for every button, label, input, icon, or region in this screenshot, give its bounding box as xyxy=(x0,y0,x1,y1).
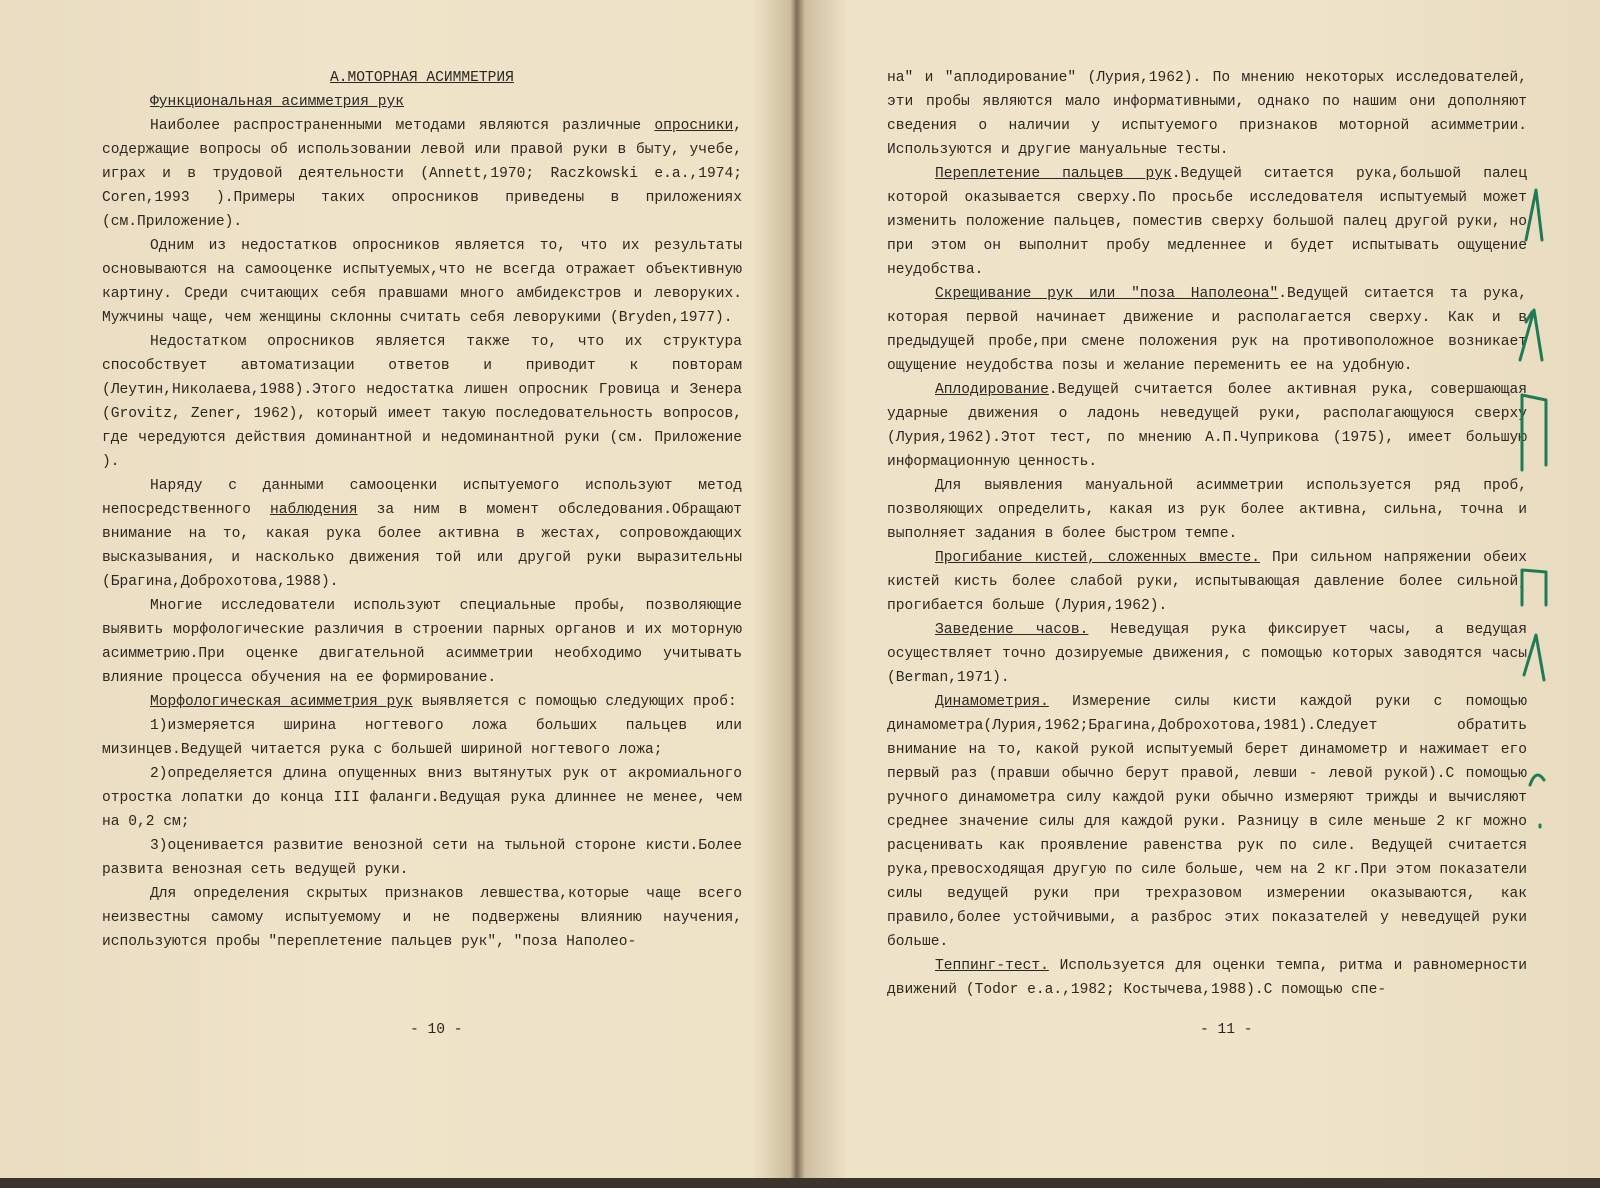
paragraph: Недостатком опросников является также то, что их структура способствует автоматизации ответов и приводит к повторам (Леутин,Николаева,1988).Этого недостатка лишен опросник Гровица и Зенера (Grovitz, Zener, 1962), который имеет такую последовательность вопросов, где чередуются действия доминантной и недоминантной руки (см. Приложение ). xyxy=(102,334,742,470)
underlined-term: Аплодирование xyxy=(935,382,1049,398)
margin-mark-1 xyxy=(1526,190,1542,240)
margin-mark-5 xyxy=(1524,635,1544,680)
margin-mark-6 xyxy=(1530,775,1544,827)
margin-mark-2 xyxy=(1520,310,1542,360)
paragraph: Теппинг-тест. Используется для оценки темпа, ритма и равномерности движений (Todor e.a.,1982; Костычева,1988).С помощью спе- xyxy=(887,958,1527,998)
underlined-term: наблюдения xyxy=(269,502,358,518)
underlined-term: Теппинг-тест. xyxy=(935,958,1049,974)
list-item: 3)оценивается развитие венозной сети на тыльной стороне кисти.Более развита венозная сеть ведущей руки. xyxy=(102,838,742,878)
underlined-term: Переплетение пальцев рук xyxy=(935,166,1172,182)
handwritten-margin-marks xyxy=(1512,180,1592,880)
section-heading: А.МОТОРНАЯ АСИММЕТРИЯ xyxy=(330,70,514,86)
paragraph: Заведение часов. Неведущая рука фиксирует часы, а ведущая осуществляет точно дозируемые движения, с помощью которых заводятся часы (Berman,1971). xyxy=(887,622,1527,686)
margin-mark-3 xyxy=(1522,395,1546,470)
paragraph: Для выявления мануальной асимметрии используется ряд проб, позволяющих определить, какая из рук более активна, сильна, точна и выполняет задания в более быстром темпе. xyxy=(887,478,1527,542)
underlined-term: Морфологическая асимметрия рук xyxy=(150,694,413,710)
paragraph: Скрещивание рук или "поза Наполеона".Ведущей ситается та рука, которая первой начинает движение и располагается сверху. Как и в предыдущей пробе,при смене положения рук на противоположное возникает ощущение неудобства позы и желание переменить ее на удобную. xyxy=(887,286,1527,374)
margin-mark-4 xyxy=(1522,570,1546,605)
paragraph: Динамометрия. Измерение силы кисти каждой руки с помощью динамометра(Лурия,1962;Брагина,Доброхотова,1981).Следует обратить внимание на то, какой рукой испытуемый берет динамометр и нажимает его первый раз (правши обычно берут правой, левши - левой рукой).С помощью ручного динамометра силу каждой руки обычно измеряют трижды и вычисляют среднее значение силы для каждой руки. Разницу в силе меньше 2 кг можно расценивать как проявление равенства рук по силе. Ведущей считается рука,превосходящая другую по силе больше, чем на 2 кг.При этом показатели силы ведущей руки при трехразовом измерении оказываются, как правило,более устойчивыми, а разброс этих показателей у неведущей руки больше. xyxy=(887,694,1527,950)
paragraph: Аплодирование.Ведущей считается более активная рука, совершающая ударные движения о ладонь неведущей руки, располагающуюся сверху (Лурия,1962).Этот тест, по мнению А.П.Чуприкова (1975), имеет большую информационную ценность. xyxy=(887,382,1527,470)
paragraph: Прогибание кистей, сложенных вместе. При сильном напряжении обеих кистей кисть более слабой руки, испытывающая давление более сильной, прогибается больше (Лурия,1962). xyxy=(887,550,1527,614)
paragraph: Для определения скрытых признаков левшества,которые чаще всего неизвестны самому испытуемому и не подвержены влиянию научения, используются пробы "переплетение пальцев рук", "поза Наполео- xyxy=(102,886,742,950)
underlined-term: Заведение часов. xyxy=(935,622,1089,638)
right-page xyxy=(887,66,1527,1002)
page-number-right: - 11 - xyxy=(1200,1022,1253,1038)
paragraph: Наряду с данными самооценки испытуемого используют метод непосредственного наблюдения за ним в момент обследования.Обращают внимание на то, какая рука более активна в жестах, сопровождающих высказывания, и насколько движения той или другой руки выразительны (Брагина,Доброхотова,1988). xyxy=(102,478,743,590)
subsection-heading: Функциональная асимметрия рук xyxy=(150,94,404,110)
left-page xyxy=(102,66,742,954)
underlined-term: Скрещивание рук xyxy=(935,286,1074,302)
paragraph: Одним из недостатков опросников является то, что их результаты основываются на самооценке испытуемых,что не всегда отражает объективную картину. Среди считающих себя правшами много амбидекстров и леворуких. Мужчины чаще, чем женщины склонны считать себя леворукими (Bryden,1977). xyxy=(102,238,742,326)
paragraph: на" и "аплодирование" (Лурия,1962). По мнению некоторых исследователей, эти пробы являются мало информативными, однако по нашим они дополняют сведения о наличии у испытуемого признаков моторной асимметрии. Используются и другие мануальные тесты. xyxy=(887,70,1527,158)
list-item: 2)определяется длина опущенных вниз вытянутых рук от акромиального отростка лопатки до конца III фаланги.Ведущая рука длиннее не менее, чем на 0,2 см; xyxy=(102,766,742,830)
page-number-left: - 10 - xyxy=(410,1022,463,1038)
paragraph: Многие исследователи используют специальные пробы, позволяющие выявить морфологические различия в строении парных органов и их моторную асимметрию.При оценке двигательной асимметрии необходимо учитывать влияние процесса обучения на ее формирование. xyxy=(102,598,742,686)
underlined-term: Динамометрия. xyxy=(935,694,1049,710)
paragraph: Наиболее распространенными методами являются различные опросники, содержащие вопросы об использовании левой или правой руки в быту, учебе, играх и в трудовой деятельности (Annett,1970; Raczkowski e.a.,1974; Coren,1993 ).Примеры таких опросников приведены в приложениях (см.Приложение). xyxy=(102,118,742,230)
underlined-term: "поза Наполеона" xyxy=(1131,286,1279,302)
paragraph: Морфологическая асимметрия рук выявляется с помощью следующих проб: xyxy=(150,694,737,710)
underlined-term: Прогибание кистей, сложенных вместе. xyxy=(935,550,1261,566)
paragraph: Переплетение пальцев рук.Ведущей ситается рука,большой палец которой оказывается сверху.По просьбе исследователя испытуемый может изменить положение пальцев, поместив сверху большой палец другой руки, но при этом он выполнит пробу медленнее и будет испытывать ощущение неудобства. xyxy=(887,166,1527,278)
scan-bottom-edge xyxy=(0,1178,1600,1188)
underlined-term: опросники xyxy=(654,118,734,134)
list-item: 1)измеряется ширина ногтевого ложа больших пальцев или мизинцев.Ведущей читается рука с большей шириной ногтевого ложа; xyxy=(102,718,742,758)
